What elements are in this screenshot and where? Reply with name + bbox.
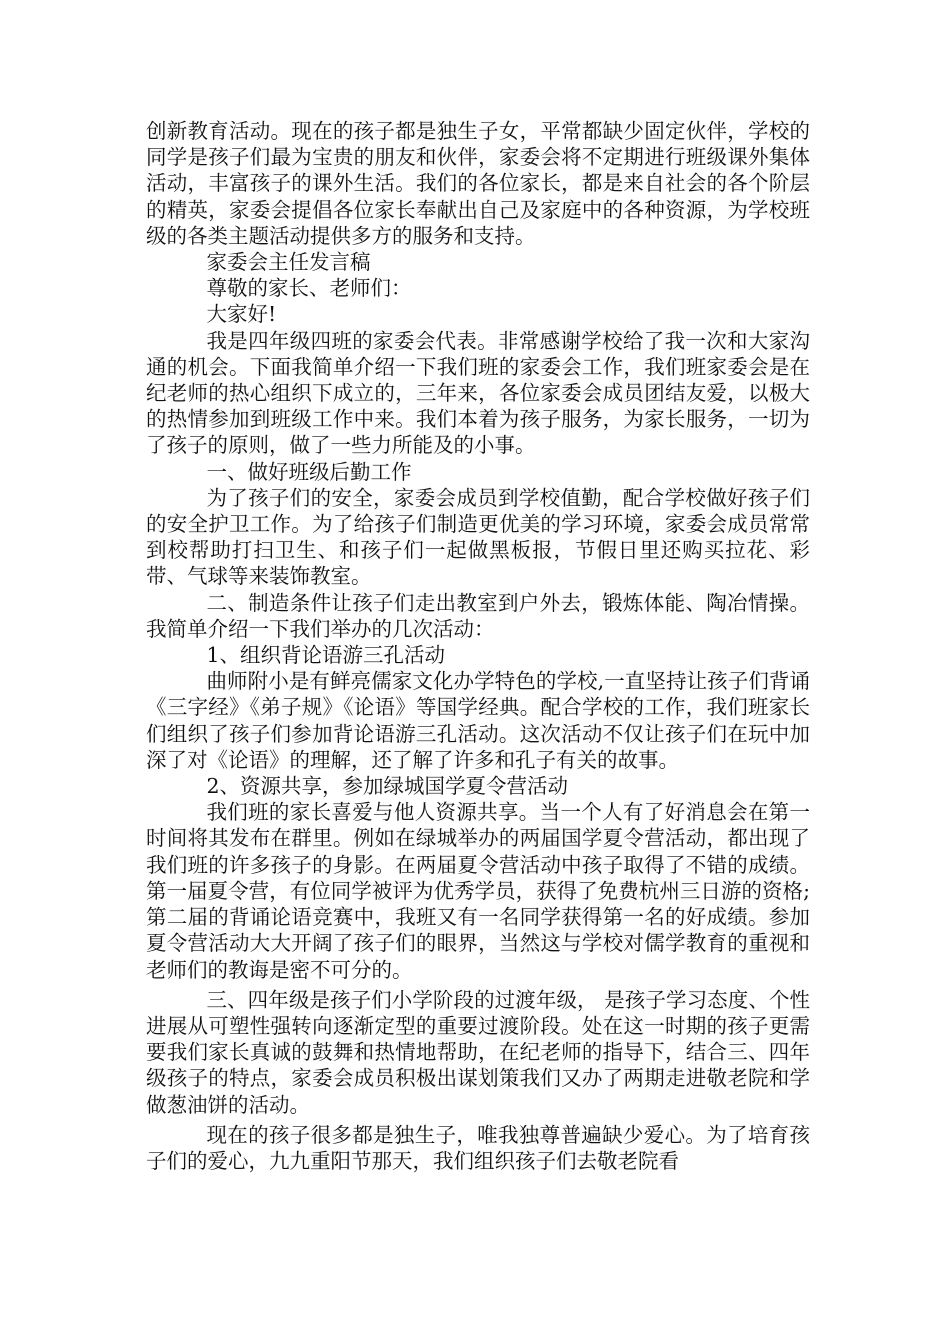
document-title: 家委会主任发言稿 [206,250,371,275]
paragraph-logistics: 为了孩子们的安全，家委会成员到学校值勤，配合学校做好孩子们的安全护卫工作。为了给孩子们制造更优美的学习环境，家委会成员常常到校帮助打扫卫生、和孩子们一起做黑板报，节假日里还购买拉花、彩带、气球等来装饰教室。 [146,485,810,589]
paragraph-introduction: 我是四年级四班的家委会代表。非常感谢学校给了我一次和大家沟通的机会。下面我简单介绍一下我们班的家委会工作，我们班家委会是在纪老师的热心组织下成立的，三年来，各位家委会成员团结友爱，以极大的热情参加到班级工作中来。我们本着为孩子服务，为家长服务，一切为了孩子的原则，做了一些力所能及的小事。 [146,328,810,458]
document-page [146,118,810,1174]
section-heading-2: 二、制造条件让孩子们走出教室到户外去，锻炼体能、陶冶情操。我简单介绍一下我们举办的几次活动： [146,590,810,641]
greeting: 大家好! [206,302,277,327]
paragraph-nursing-home: 现在的孩子很多都是独生子，唯我独尊普遍缺少爱心。为了培育孩子们的爱心，九九重阳节那天，我们组织孩子们去敬老院看 [146,1122,810,1173]
section-heading-3: 三、四年级是孩子们小学阶段的过渡年级， 是孩子学习态度、个性进展从可塑性强转向逐渐定型的重要过渡阶段。处在这一时期的孩子更需要我们家长真诚的鼓舞和热情地帮助，在纪老师的指导下，结合三、四年级孩子的特点，家委会成员积极出谋划策我们又办了两期走进敬老院和学做葱油饼的活动。 [146,987,810,1117]
subsection-heading-1: 1、组织背论语游三孔活动 [206,643,446,668]
paragraph-analects: 曲师附小是有鲜亮儒家文化办学特色的学校,一直坚持让孩子们背诵《三字经》《弟子规》《论语》等国学经典。配合学校的工作，我们班家长们组织了孩子们参加背论语游三孔活动。这次活动不仅让孩子们在玩中加深了对《论语》的理解，还了解了许多和孔子有关的故事。 [146,669,810,772]
section-heading-1: 一、做好班级后勤工作 [206,459,412,484]
paragraph-summer-camp: 我们班的家长喜爱与他人资源共享。当一个人有了好消息会在第一时间将其发布在群里。例如在绿城举办的两届国学夏令营活动，都出现了我们班的许多孩子的身影。在两届夏令营活动中孩子取得了不错的成绩。第一届夏令营，有位同学被评为优秀学员，获得了免费杭州三日游的资格;第二届的背诵论语竞赛中，我班又有一名同学获得第一名的好成绩。参加夏令营活动大大开阔了孩子们的眼界，当然这与学校对儒学教育的重视和老师们的教诲是密不可分的。 [146,800,810,982]
subsection-heading-2: 2、资源共享，参加绿城国学夏令营活动 [206,774,569,799]
salutation: 尊敬的家长、老师们： [206,276,412,301]
paragraph-intro: 创新教育活动。现在的孩子都是独生子女，平常都缺少固定伙伴，学校的同学是孩子们最为宝贵的朋友和伙伴，家委会将不定期进行班级课外集体活动，丰富孩子的课外生活。我们的各位家长，都是来自社会的各个阶层的精英，家委会提倡各位家长奉献出自己及家庭中的各种资源，为学校班级的各类主题活动提供多方的服务和支持。 [146,119,810,248]
